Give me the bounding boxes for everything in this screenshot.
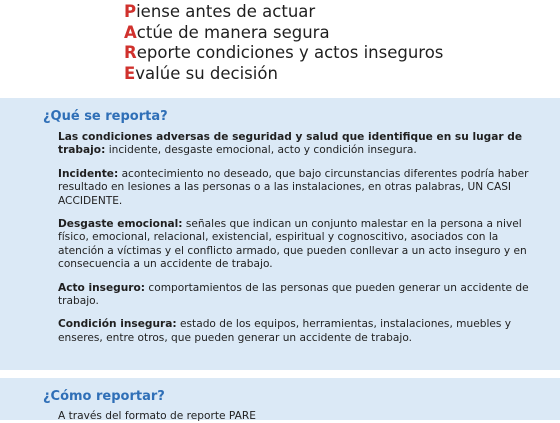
definition-text: estado de los equipos, herramientas, instalaciones, muebles y enseres, entre otros, que pueden generar un accidente de trabajo. — [58, 318, 512, 344]
definition-paragraph — [58, 282, 536, 309]
pare-initial: P — [124, 2, 137, 21]
definition-paragraph — [58, 131, 536, 158]
definition-text: incidente, desgaste emocional, acto y condición insegura. — [105, 144, 417, 157]
definition-term: Incidente: — [58, 167, 119, 180]
pare-initial: R — [124, 43, 137, 62]
section-body: A través del formato de reporte PARE — [58, 410, 256, 422]
pare-text: ctúe de manera segura — [136, 22, 330, 42]
pare-initial: A — [124, 22, 137, 42]
section-title: ¿Cómo reportar? — [43, 389, 165, 404]
definition-term: Desgaste emocional: — [58, 218, 183, 231]
pare-line-p — [124, 2, 443, 23]
section-body — [58, 131, 536, 355]
definition-term: Acto inseguro: — [58, 281, 146, 294]
definition-paragraph — [58, 168, 536, 208]
section-title: ¿Qué se reporta? — [43, 109, 168, 124]
definition-paragraph — [58, 218, 536, 272]
pare-line-a — [124, 23, 443, 44]
pare-text: iense antes de actuar — [136, 2, 316, 21]
how-to-report-panel — [0, 378, 560, 420]
pare-text: valúe su decisión — [135, 63, 278, 83]
definition-text: señales que indican un conjunto malestar en la persona a nivel físico, emocional, relacional, existencial, espiritual y cognoscitivo, asociados con la atención a víctimas y el conflicto armado, que pueden conllevar a un acto inseguro y en consecuencia a un accidente de trabajo. — [58, 218, 527, 271]
pare-line-r — [124, 43, 443, 64]
definition-term: Condición insegura: — [58, 318, 177, 331]
pare-acronym-list — [124, 2, 443, 84]
pare-initial: E — [124, 63, 136, 83]
definition-term: Las condiciones adversas de seguridad y salud que identifique en su lugar de trabajo: — [58, 131, 523, 157]
definition-text: acontecimiento no deseado, que bajo circunstancias diferentes podría haber resultado en lesiones a las personas o a las instalaciones, en otras palabras, UN CASI ACCIDENTE. — [58, 167, 529, 207]
definition-text: comportamientos de las personas que pueden generar un accidente de trabajo. — [58, 281, 529, 308]
what-to-report-panel — [0, 98, 560, 370]
pare-line-e — [124, 64, 443, 85]
definition-paragraph — [58, 318, 536, 345]
pare-text: eporte condiciones y actos inseguros — [136, 43, 444, 62]
